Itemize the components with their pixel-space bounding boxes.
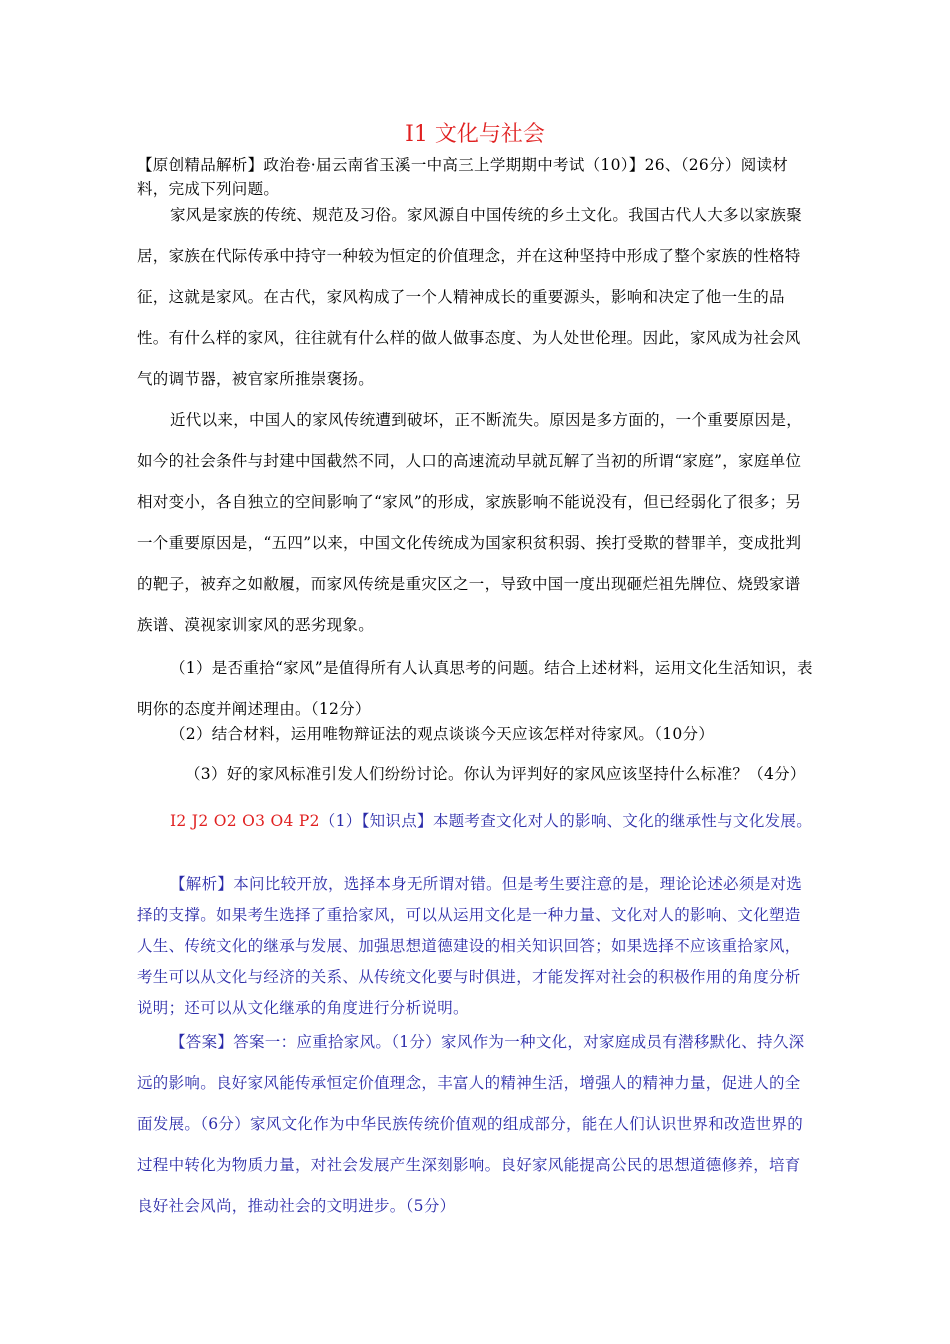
question-header: 【原创精品解析】政治卷·届云南省玉溪一中高三上学期期中考试（10）】26、（26分）阅读材料，完成下列问题。 — [137, 156, 789, 198]
knowledge-text: 本题考查文化对人的影响、文化的继承性与文化发展。 — [432, 812, 813, 830]
knowledge-point — [137, 806, 815, 837]
page-title: I1 文化与社会 — [405, 122, 545, 147]
knowledge-codes: I2 J2 O2 O3 O4 P2 — [170, 812, 320, 830]
answer-tag: 【答案】 — [170, 1033, 234, 1051]
knowledge-tag: 【知识点】 — [361, 812, 433, 830]
material-paragraph-2: 近代以来，中国人的家风传统遭到破坏，正不断流失。原因是多方面的，一个重要原因是，如今的社会条件与封建中国截然不同，人口的高速流动早就瓦解了当初的所谓“家庭”，家庭单位相对变小，各自独立的空间影响了“家风”的形成，家族影响不能说没有，但已经弱化了很多；另一个重要原因是，“五四”以来，中国文化传统成为国家积贫积弱、挨打受欺的替罪羊，变成批判的靶子，被弃之如敝履，而家风传统是重灾区之一，导致中国一度出现砸烂祖先牌位、烧毁家谱族谱、漠视家训家风的恶劣现象。 — [137, 411, 803, 634]
analysis-tag: 【解析】 — [170, 875, 234, 893]
answer-paragraph — [137, 1022, 815, 1227]
question-2: （2）结合材料，运用唯物辩证法的观点谈谈今天应该怎样对待家风。（10分） — [170, 725, 715, 743]
answer-text: 答案一：应重拾家风。（1分）家风作为一种文化，对家庭成员有潜移默化、持久深远的影响。良好家风能传承恒定价值理念，丰富人的精神生活，增强人的精神力量，促进人的全面发展。（6分）家风文化作为中华民族传统价值观的组成部分，能在人们认识世界和改造世界的过程中转化为物质力量，对社会发展产生深刻影响。良好家风能提高公民的思想道德修养，培育良好社会风尚，推动社会的文明进步。（5分） — [137, 1033, 805, 1215]
analysis-text: 本问比较开放，选择本身无所谓对错。但是考生要注意的是，理论论述必须是对选择的支撑。如果考生选择了重拾家风，可以从运用文化是一种力量、文化对人的影响、文化塑造人生、传统文化的继承与发展、加强思想道德建设的相关知识回答；如果选择不应该重拾家风，考生可以从文化与经济的关系、从传统文化要与时俱进，才能发挥对社会的积极作用的角度分析说明；还可以从文化继承的角度进行分析说明。 — [137, 875, 803, 1017]
question-3: （3）好的家风标准引发人们纷纷讨论。你认为评判好的家风应该坚持什么标准？（4分） — [185, 765, 806, 783]
material-paragraph-1: 家风是家族的传统、规范及习俗。家风源自中国传统的乡土文化。我国古代人大多以家族聚居，家族在代际传承中持守一种较为恒定的价值理念，并在这种坚持中形成了整个家族的性格特征，这就是家风。在古代，家风构成了一个人精神成长的重要源头，影响和决定了他一生的品性。有什么样的家风，往往就有什么样的做人做事态度、为人处世伦理。因此，家风成为社会风气的调节器，被官家所推崇褒扬。 — [137, 206, 803, 388]
analysis-paragraph — [137, 869, 815, 1024]
knowledge-prefix: （1） — [319, 812, 362, 830]
question-1: （1）是否重拾“家风”是值得所有人认真思考的问题。结合上述材料，运用文化生活知识，表明你的态度并阐述理由。（12分） — [137, 659, 813, 718]
